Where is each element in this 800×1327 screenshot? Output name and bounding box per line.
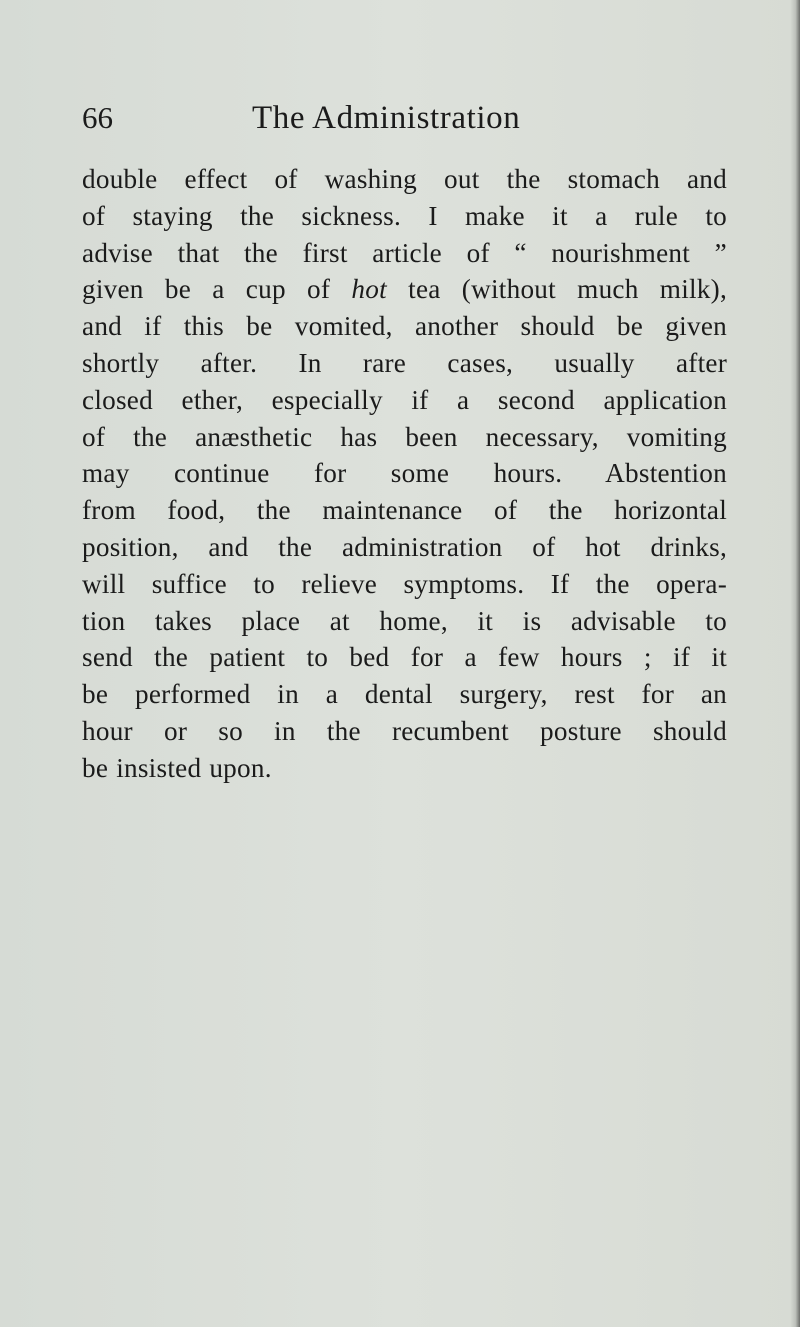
text-line: be performed in a dental surgery, rest for an (82, 679, 727, 710)
body-paragraph (82, 161, 727, 787)
text-segment: tea (without much milk), (386, 274, 727, 305)
page-header (82, 98, 732, 138)
italic-word: hot (351, 274, 387, 305)
text-line: and if this be vomited, another should be given (82, 311, 727, 342)
text-line: from food, the maintenance of the horizontal (82, 495, 727, 526)
text-line: double effect of washing out the stomach and (82, 164, 727, 194)
text-line: shortly after. In rare cases, usually after (82, 347, 727, 378)
text-line: closed ether, especially if a second application (82, 384, 727, 415)
page-number: 66 (82, 100, 113, 135)
text-segment: given be a cup of (82, 274, 352, 305)
text-line: will suffice to relieve symptoms. If the opera- (82, 568, 727, 599)
text-line: be insisted upon. (82, 752, 272, 783)
text-line: may continue for some hours. Abstention (82, 458, 727, 489)
text-line (82, 271, 727, 308)
text-line: advise that the first article of “ nourishment ” (82, 237, 727, 268)
text-line: position, and the administration of hot drinks, (82, 531, 727, 562)
text-line: send the patient to bed for a few hours ; if it (82, 642, 727, 673)
text-line: of the anæsthetic has been necessary, vomiting (82, 421, 727, 452)
running-title: The Administration (252, 100, 521, 136)
text-line: tion takes place at home, it is advisable to (82, 605, 727, 636)
text-line: of staying the sickness. I make it a rule to (82, 200, 727, 231)
text-line: hour or so in the recumbent posture should (82, 715, 727, 746)
page-edge-shadow (790, 0, 800, 1327)
